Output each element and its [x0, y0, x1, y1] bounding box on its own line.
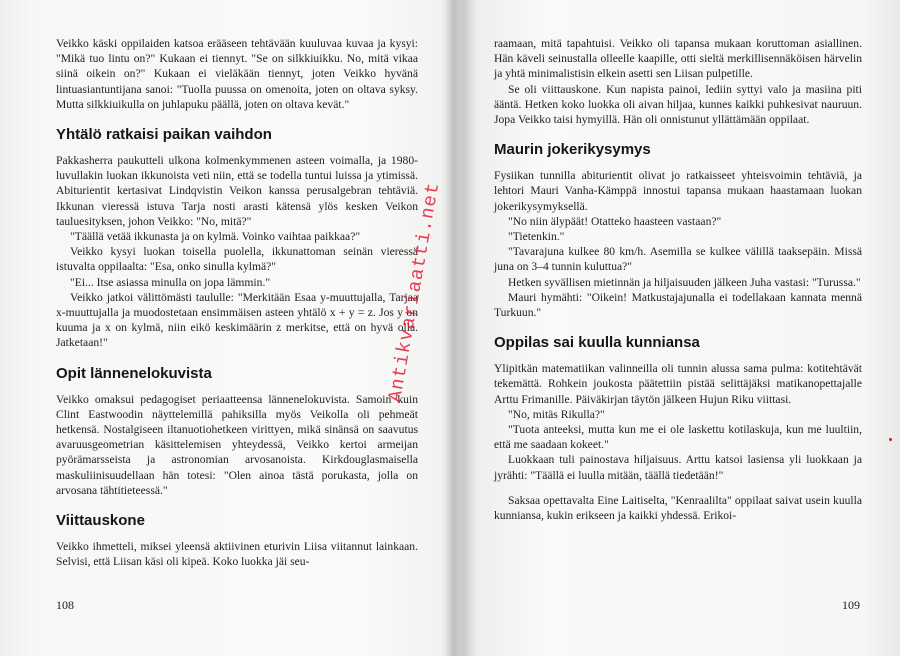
paragraph: Veikko jatkoi välittömästi taululle: "Merkitään Esaa y-muuttujalla, Tarjaa x-muuttujalla ja muodostetaan ensimmäisen asteen yhtälö x + y = z. Jos y on kuuma ja x on kylmä, niin eikö keskimäärin z merkitse, että on hyvä olla. Jatketaan!": [56, 290, 418, 350]
paragraph: Hetken syvällisen mietinnän ja hiljaisuuden jälkeen Juha vastasi: "Turussa.": [508, 275, 861, 289]
paragraph: "Tavarajuna kulkee 80 km/h. Asemilla se kulkee välillä taaksepäin. Missä juna on 3–4 tunnin kuluttua?": [494, 245, 862, 274]
paragraph: Veikko omaksui pedagogiset periaatteensa lännenelokuvista. Samoin kuin Clint Eastwoodin näyttelemillä pahiksilla myös Veikolla oli pehmeät hetkensä. Nostalgiseen iltanuotiohetkeen virittyen, mikä sinänsä on saavutus avaruusgeometrian käsittelemisen yhteydessä, Veikko kertoi armeijan pyörämarsseista ja astronomian arvosanoista. Kirkdouglasmaisella maskuliinisuudellaan hän totesi: "Olen ainoa tästä porukasta, jolla on arvosana tähtitieteessä.": [56, 392, 418, 497]
paragraph: raamaan, mitä tapahtuisi. Veikko oli tapansa mukaan koruttoman asiallinen. Hän käveli seinustalla olleelle kaapille, otti sieltä merkillisennäköisen härvelin ja yhtä minimalistisin elkein asetti sen Liisan pulpetille.: [494, 37, 862, 81]
paragraph: Pakkasherra paukutteli ulkona kolmenkymmenen asteen voimalla, ja 1980-luvullakin luokan ikkunoista veti niin, että se todella tuntui luissa ja ytimissä. Abiturientit kertasivat Lindqvistin Veikon kanssa perusalgebran tehtäviä. Ikkunan vieressä istuva Tarja nosti arasti kätensä ylös kesken Veikon tauluesityksen, johon Veikko: "No, mitä?": [56, 154, 418, 228]
page-number: 109: [842, 598, 860, 612]
paragraph: Ylipitkän matematiikan valinneilla oli tunnin alussa sama pulma: kotitehtävät tekemättä. Rohkein joukosta päätettiin pistää selittäjäksi matikanopettajalle Arttu Frimanille. Päiväkirjan täytön jälkeen Hujun Riku viittasi.: [494, 362, 862, 406]
right-column: [494, 36, 862, 523]
paragraph: "Ei... Itse asiassa minulla on jopa lämmin.": [70, 275, 271, 289]
watermark-text: Antikvariaatti.net: [384, 180, 445, 404]
right-page: [452, 0, 900, 656]
paragraph: Saksaa opettavalta Eine Laitiselta, "Kenraalilta" oppilaat saivat usein kuulla kunniansa, kukin erikseen ja kaikki yhdessä. Erikoi-: [494, 493, 862, 523]
section-heading: Yhtälö ratkaisi paikan vaihdon: [56, 126, 272, 144]
section-heading: Oppilas sai kuulla kunniansa: [494, 334, 700, 352]
paragraph: Mauri hymähti: "Oikein! Matkustajajunalla ei todellakaan kannata mennä Turkuun.": [494, 290, 862, 320]
intro-paragraph: Veikko käski oppilaiden katsoa erääseen tehtävään kuuluvaa kuvaa ja kysyi: "Mikä tuo lintu on?" Kukaan ei tiennyt. "Se on silkkiuikku. No, mitä vikaa siinä oikein on?" Kukaan ei vieläkään tiennyt, joten Veikko hyvänä lintuasiantuntijana sanoi: "Tuolla puussa on omenoita, joten on oltava syksy. Mutta silkkiuikulla on juhlapuku päällä, joten on oltava kevät.": [56, 37, 418, 111]
section-heading: Maurin jokerikysymys: [494, 141, 651, 159]
page-number: 108: [56, 598, 74, 612]
paragraph: "No, mitäs Rikulla?": [508, 407, 605, 421]
paragraph: "No niin älypäät! Otatteko haasteen vastaan?": [508, 214, 722, 228]
paragraph: Fysiikan tunnilla abiturientit olivat jo ratkaisseet yhteisvoimin tehtäviä, ja lehtori Mauri Vanha-Kämppä innostui tapansa mukaan haastamaan luokan jokerikysymyksellä.: [494, 169, 862, 213]
paragraph: "Tuota anteeksi, mutta kun me ei ole laskettu kotilaskuja, kun me luultiin, että me saadaan kokeet.": [494, 423, 862, 452]
paragraph: Luokkaan tuli painostava hiljaisuus. Arttu katsoi lasiensa yli luokkaan ja jyrähti: "Täällä ei luulla mitään, täällä tiedetään!": [494, 453, 862, 482]
paragraph: "Tietenkin.": [508, 230, 565, 244]
paragraph: Se oli viittauskone. Kun napista painoi, lediin syttyi valo ja masiina piti ääntä. Hetken koko luokka oli aivan hiljaa, kunnes kaikki puhkesivat nauruun. Jopa Veikko taisi hymyillä. Hän oli onnistunut yllättämään oppilaat.: [494, 82, 862, 127]
section-heading: Opit lännenelokuvista: [56, 364, 212, 382]
left-column: [56, 36, 418, 569]
paragraph: Veikko kysyi luokan toisella puolella, ikkunattoman seinän vieressä istuvalta oppilaalta: "Esa, onko sinulla kylmä?": [56, 245, 418, 274]
paragraph: Veikko ihmetteli, miksei yleensä aktiivinen eturivin Liisa viitannut lainkaan. Selvisi, että Liisan käsi oli kipeä. Koko luokka jäi seu-: [56, 540, 418, 569]
section-heading: Viittauskone: [56, 512, 145, 530]
paragraph: "Täällä vetää ikkunasta ja on kylmä. Voinko vaihtaa paikkaa?": [70, 230, 361, 244]
ink-speck: [889, 438, 892, 441]
